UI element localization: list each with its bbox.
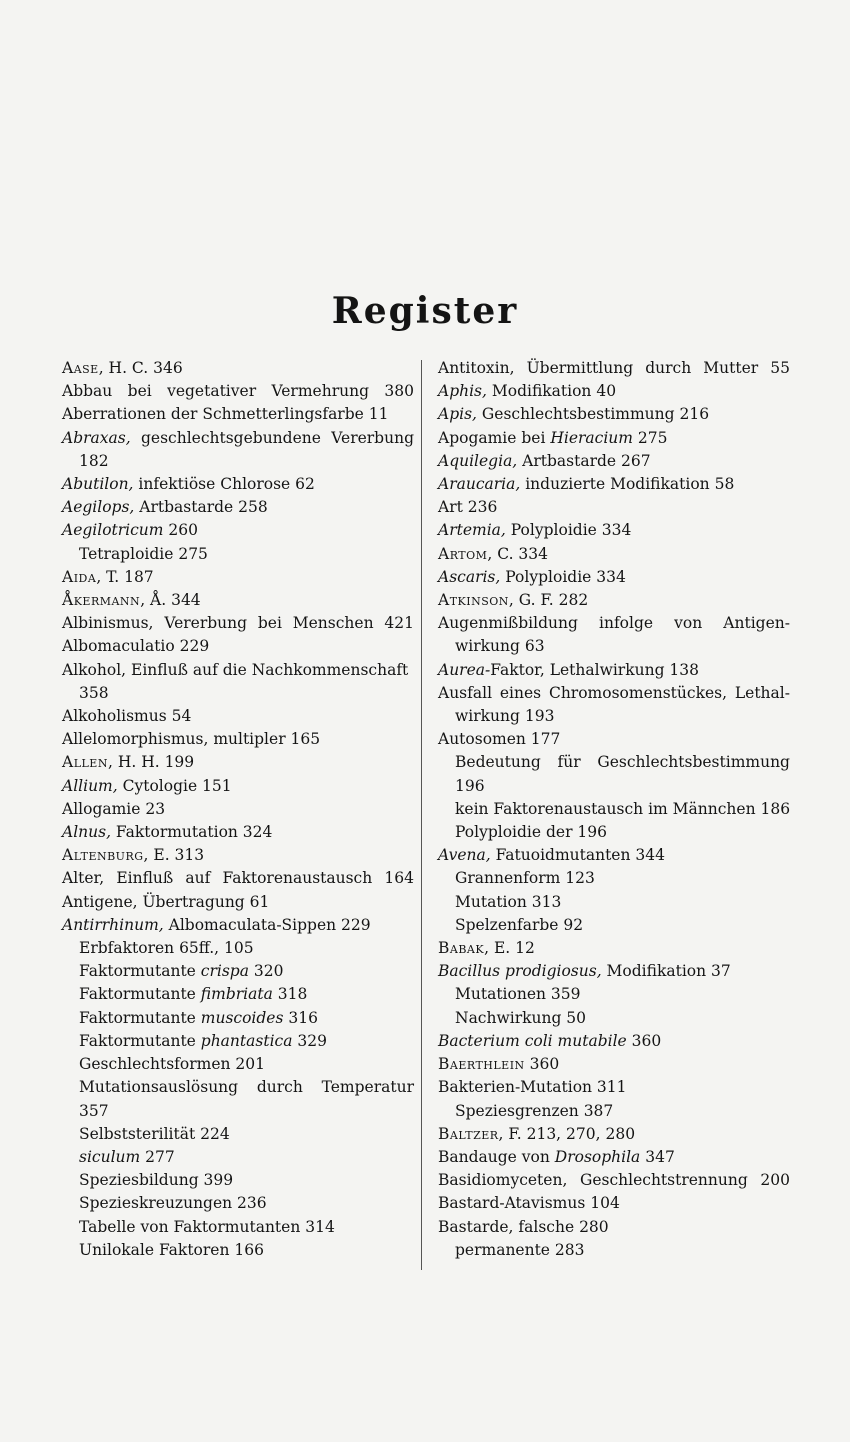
- entry-rest: induzierte Modifikation 58: [520, 475, 735, 494]
- entry-text: Abbau bei vegetativer Vermehrung 380: [62, 382, 414, 401]
- index-entry: [62, 682, 414, 705]
- entry-text: Mutationsauslösung durch Temperatur: [79, 1078, 414, 1097]
- index-entry: [62, 705, 414, 728]
- index-entry: [62, 357, 414, 380]
- index-entry: [62, 1030, 414, 1053]
- index-entry: [438, 937, 790, 960]
- index-entry: [438, 821, 790, 844]
- taxon-name: Araucaria,: [438, 475, 521, 494]
- index-entry: [438, 775, 790, 798]
- entry-rest: Modifikation 37: [601, 962, 731, 981]
- index-entry: [62, 635, 414, 658]
- taxon-name: Abraxas,: [62, 428, 131, 447]
- entry-text: Mutationen 359: [455, 985, 581, 1004]
- entry-rest: , Å. 344: [140, 591, 201, 610]
- entry-prefix: Faktormutante: [79, 962, 201, 981]
- index-entry: [62, 844, 414, 867]
- entry-text: 358: [79, 683, 109, 702]
- entry-rest: 260: [163, 521, 199, 540]
- taxon-name: Aurea-: [438, 660, 491, 679]
- index-entry: [62, 937, 414, 960]
- taxon-name: siculum: [79, 1147, 141, 1166]
- taxon-name: Aphis,: [438, 382, 487, 401]
- index-entry: [62, 427, 414, 450]
- taxon-name: phantastica: [200, 1031, 293, 1050]
- entry-rest: Artbastarde 258: [134, 498, 268, 517]
- index-entry: [438, 1169, 790, 1192]
- index-entry: [62, 1146, 414, 1169]
- entry-rest: , T. 187: [96, 567, 154, 586]
- entry-text: Augenmißbildung infolge von Antigen-: [438, 614, 790, 633]
- entry-rest: , E. 313: [143, 846, 205, 865]
- entry-text: Geschlechtsformen 201: [79, 1055, 265, 1074]
- entry-text: Art 236: [438, 498, 498, 517]
- entry-rest: Artbastarde 267: [517, 451, 651, 470]
- entry-text: wirkung 63: [455, 637, 545, 656]
- index-entry: [62, 496, 414, 519]
- entry-rest: 329: [292, 1031, 327, 1050]
- column-divider: [421, 360, 422, 1270]
- entry-text: Alkohol, Einfluß auf die Nachkommenschaft: [62, 660, 409, 679]
- entry-text: Grannenform 123: [455, 869, 595, 888]
- entry-rest: Cytologie 151: [117, 776, 232, 795]
- entry-text: Erbfaktoren 65ff., 105: [79, 939, 254, 958]
- index-entry: [62, 960, 414, 983]
- index-entry: [438, 798, 790, 821]
- taxon-name: Avena,: [438, 846, 491, 865]
- entry-rest: Geschlechtsbestimmung 216: [476, 405, 710, 424]
- author-name: Altenburg: [62, 846, 144, 865]
- taxon-name: Hieracium: [550, 428, 633, 447]
- index-entry: [62, 1100, 414, 1123]
- entry-rest: Faktor, Lethalwirkung 138: [490, 660, 700, 679]
- entry-text: Ausfall eines Chromosomenstückes, Lethal-: [438, 683, 790, 702]
- index-entry: [438, 403, 790, 426]
- index-entry: [62, 403, 414, 426]
- index-entry: [62, 728, 414, 751]
- entry-prefix: Faktormutante: [79, 1031, 201, 1050]
- entry-text: Basidiomyceten, Geschlechtstrennung 200: [438, 1171, 790, 1190]
- index-entry: [438, 357, 790, 380]
- index-entry: [438, 566, 790, 589]
- index-column-right: [438, 357, 790, 1262]
- entry-rest: Albomaculata-Sippen 229: [163, 915, 371, 934]
- entry-text: Albinismus, Vererbung bei Menschen 421: [62, 614, 414, 633]
- entry-rest: 360: [626, 1031, 662, 1050]
- index-entry: [438, 728, 790, 751]
- index-entry: [438, 589, 790, 612]
- author-name: Baerthlein: [438, 1055, 525, 1074]
- entry-text: Tetraploidie 275: [79, 544, 208, 563]
- index-entry: [62, 751, 414, 774]
- entry-text: Antitoxin, Übermittlung durch Mutter 55: [438, 359, 790, 377]
- index-entry: [62, 450, 414, 473]
- index-entry: [438, 891, 790, 914]
- index-entry: [62, 1169, 414, 1192]
- entry-rest: Faktormutation 324: [111, 823, 273, 842]
- index-entry: [438, 659, 790, 682]
- author-name: Atkinson: [438, 591, 509, 610]
- entry-rest: 347: [640, 1147, 675, 1166]
- entry-rest: 275: [632, 428, 668, 447]
- index-column-left: [62, 357, 414, 1262]
- index-entry: [438, 450, 790, 473]
- taxon-name: Aegilotricum: [62, 521, 164, 540]
- entry-rest: , G. F. 282: [508, 591, 589, 610]
- entry-text: Alter, Einfluß auf Faktorenaustausch 164: [62, 869, 414, 888]
- entry-text: Bastarde, falsche 280: [438, 1217, 609, 1236]
- index-entry: [62, 914, 414, 937]
- entry-rest: 277: [140, 1147, 175, 1166]
- entry-rest: geschlechtsgebundene Vererbung: [130, 428, 414, 447]
- index-entry: [438, 914, 790, 937]
- entry-rest: Fatuoidmutanten 344: [490, 846, 665, 865]
- entry-text: Allelomorphismus, multipler 165: [62, 730, 321, 749]
- entry-rest: 316: [283, 1008, 318, 1027]
- entry-text: Albomaculatio 229: [62, 637, 210, 656]
- author-name: Baltzer: [438, 1124, 499, 1143]
- entry-text: Tabelle von Faktormutanten 314: [79, 1217, 335, 1236]
- author-name: Aase: [62, 359, 99, 377]
- taxon-name: Drosophila: [554, 1147, 641, 1166]
- author-name: Åkermann: [62, 591, 141, 610]
- index-entry: [62, 821, 414, 844]
- page-title: Register: [331, 290, 519, 332]
- index-entry: [438, 1239, 790, 1262]
- entry-text: 196: [455, 776, 485, 795]
- entry-text: Nachwirkung 50: [455, 1008, 587, 1027]
- index-entry: [438, 983, 790, 1006]
- entry-text: Allogamie 23: [62, 799, 166, 818]
- index-entry: [62, 473, 414, 496]
- index-entry: [62, 1007, 414, 1030]
- taxon-name: Aegilops,: [62, 498, 135, 517]
- index-entry: [438, 1053, 790, 1076]
- entry-rest: infektiöse Chlorose 62: [133, 475, 315, 494]
- entry-text: 182: [79, 451, 109, 470]
- index-entry: [62, 867, 414, 890]
- index-entry: [438, 867, 790, 890]
- index-entry: [438, 380, 790, 403]
- index-entry: [62, 1076, 414, 1099]
- entry-text: Bakterien-Mutation 311: [438, 1078, 627, 1097]
- entry-text: Bastard-Atavismus 104: [438, 1194, 620, 1213]
- index-entry: [62, 798, 414, 821]
- index-entry: [62, 566, 414, 589]
- author-name: Artom: [438, 544, 488, 563]
- author-name: Babak: [438, 939, 485, 958]
- index-entry: [62, 1216, 414, 1239]
- entry-text: Antigene, Übertragung 61: [62, 892, 270, 911]
- index-entry: [62, 380, 414, 403]
- index-entry: [438, 427, 790, 450]
- entry-text: Speziesbildung 399: [79, 1171, 234, 1190]
- index-entry: [438, 473, 790, 496]
- entry-text: Spezieskreuzungen 236: [79, 1194, 267, 1213]
- entry-text: permanente 283: [455, 1240, 585, 1259]
- author-name: Allen: [62, 753, 108, 772]
- taxon-name: Antirrhinum,: [62, 915, 164, 934]
- entry-rest: Modifikation 40: [486, 382, 617, 401]
- index-entry: [62, 659, 414, 682]
- taxon-name: Allium,: [62, 776, 118, 795]
- index-entry: [62, 519, 414, 542]
- index-entry: [62, 1053, 414, 1076]
- entry-rest: Polyploidie 334: [505, 521, 632, 540]
- index-entry: [438, 1146, 790, 1169]
- index-entry: [438, 612, 790, 635]
- index-entry: [62, 891, 414, 914]
- index-entry: [62, 775, 414, 798]
- entry-rest: 360: [524, 1055, 560, 1074]
- entry-prefix: Bandauge von: [438, 1147, 555, 1166]
- entry-text: Selbststerilität 224: [79, 1124, 230, 1143]
- entry-text: Bedeutung für Geschlechtsbestimmung: [455, 753, 790, 772]
- entry-text: Speziesgrenzen 387: [455, 1101, 614, 1120]
- index-entry: [62, 543, 414, 566]
- index-entry: [438, 635, 790, 658]
- entry-prefix: Faktormutante: [79, 985, 201, 1004]
- index-entry: [438, 960, 790, 983]
- index-entry: [438, 496, 790, 519]
- taxon-name: crispa: [200, 962, 249, 981]
- taxon-name: Bacillus prodigiosus,: [438, 962, 602, 981]
- entry-text: Unilokale Faktoren 166: [79, 1240, 264, 1259]
- entry-rest: Polyploidie 334: [500, 567, 626, 586]
- taxon-name: Alnus,: [62, 823, 111, 842]
- entry-text: 357: [79, 1101, 109, 1120]
- index-entry: [62, 983, 414, 1006]
- author-name: Aida: [62, 567, 97, 586]
- index-entry: [62, 612, 414, 635]
- entry-text: wirkung 193: [455, 707, 555, 726]
- entry-rest: 320: [248, 962, 284, 981]
- entry-text: Aberrationen der Schmetterlingsfarbe 11: [62, 405, 389, 424]
- entry-text: kein Faktorenaustausch im Männchen 186: [455, 799, 791, 818]
- index-entry: [438, 1123, 790, 1146]
- entry-rest: , F. 213, 270, 280: [498, 1124, 636, 1143]
- entry-rest: , C. 334: [487, 544, 549, 563]
- index-entry: [438, 1100, 790, 1123]
- entry-rest: , H. C. 346: [98, 359, 183, 377]
- entry-prefix: Apogamie bei: [438, 428, 551, 447]
- entry-text: Alkoholismus 54: [62, 707, 192, 726]
- taxon-name: Ascaris,: [438, 567, 501, 586]
- taxon-name: Bacterium coli mutabile: [438, 1031, 627, 1050]
- index-entry: [438, 543, 790, 566]
- index-entry: [438, 1216, 790, 1239]
- index-entry: [62, 589, 414, 612]
- entry-text: Spelzenfarbe 92: [455, 915, 584, 934]
- entry-text: Mutation 313: [455, 892, 562, 911]
- index-entry: [438, 682, 790, 705]
- taxon-name: Aquilegia,: [438, 451, 518, 470]
- taxon-name: Abutilon,: [62, 475, 134, 494]
- index-entry: [438, 751, 790, 774]
- index-entry: [62, 1192, 414, 1215]
- entry-rest: 318: [272, 985, 308, 1004]
- index-entry: [438, 1007, 790, 1030]
- index-entry: [438, 1030, 790, 1053]
- index-entry: [62, 1239, 414, 1262]
- entry-text: Autosomen 177: [438, 730, 561, 749]
- entry-prefix: Faktormutante: [79, 1008, 201, 1027]
- index-entry: [62, 1123, 414, 1146]
- taxon-name: fimbriata: [200, 985, 273, 1004]
- taxon-name: Artemia,: [438, 521, 506, 540]
- entry-rest: , H. H. 199: [107, 753, 195, 772]
- taxon-name: muscoides: [200, 1008, 284, 1027]
- taxon-name: Apis,: [438, 405, 477, 424]
- entry-text: Polyploidie der 196: [455, 823, 608, 842]
- entry-rest: , E. 12: [484, 939, 535, 958]
- index-entry: [438, 1192, 790, 1215]
- index-entry: [438, 1076, 790, 1099]
- index-entry: [438, 519, 790, 542]
- index-entry: [438, 705, 790, 728]
- index-entry: [438, 844, 790, 867]
